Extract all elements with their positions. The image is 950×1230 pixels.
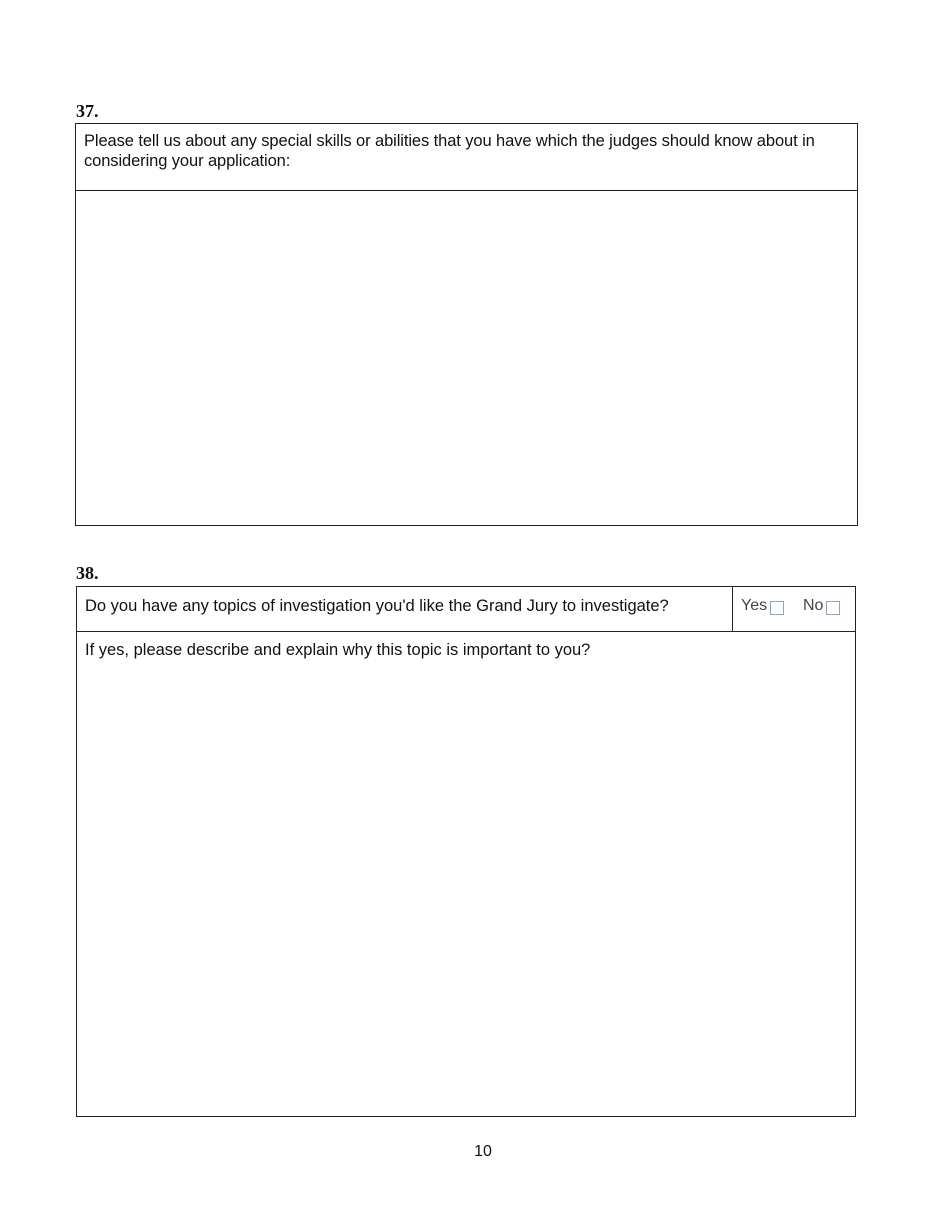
- question-38-number: 38.: [76, 563, 99, 583]
- question-38-answer-field[interactable]: [77, 632, 855, 1116]
- question-38-column-divider: [732, 587, 733, 631]
- question-37-answer-field[interactable]: [76, 191, 857, 525]
- yes-label: Yes: [741, 597, 768, 614]
- question-38-box: [76, 586, 856, 1117]
- question-37-number: 37.: [76, 101, 99, 121]
- yes-checkbox[interactable]: [770, 601, 784, 615]
- question-38-prompt: Do you have any topics of investigation you'd like the Grand Jury to investigate?: [85, 597, 669, 615]
- question-38-row: [77, 587, 855, 632]
- no-label: No: [803, 597, 824, 614]
- yes-option: [741, 596, 784, 616]
- question-38-followup-prompt: If yes, please describe and explain why this topic is important to you?: [85, 641, 591, 659]
- question-37-prompt: Please tell us about any special skills or abilities that you have which the judges should know about in considering your application:: [76, 124, 857, 191]
- no-checkbox[interactable]: [826, 601, 840, 615]
- question-37-box: [75, 123, 858, 526]
- page-number: 10: [474, 1143, 492, 1160]
- no-option: [803, 596, 840, 616]
